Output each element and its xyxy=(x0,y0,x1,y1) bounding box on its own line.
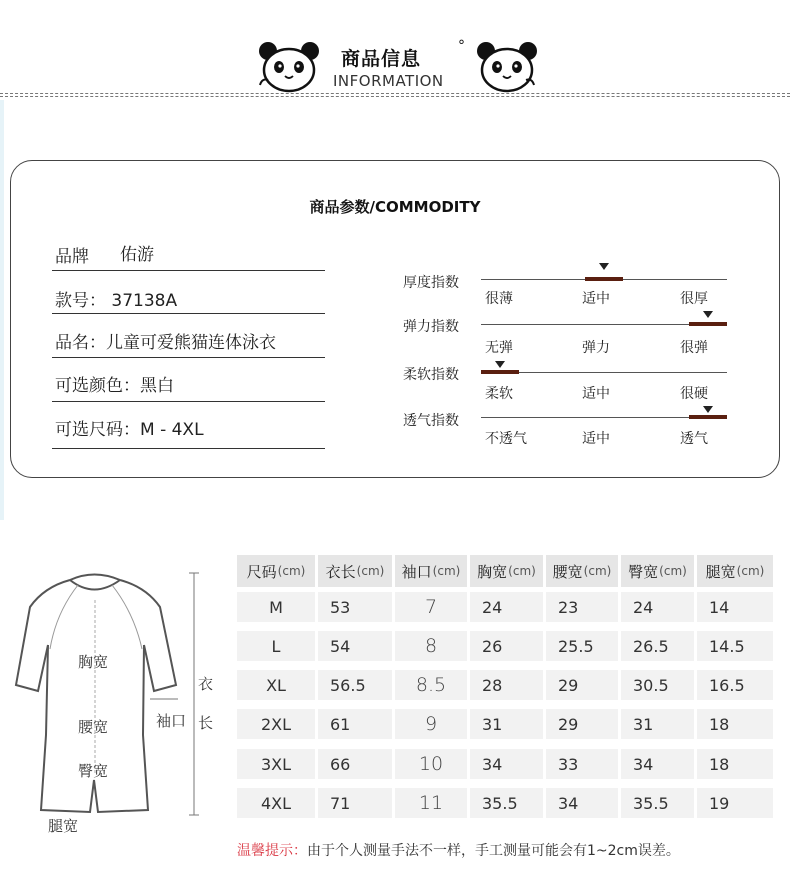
hip-label: 臀宽 xyxy=(78,762,109,780)
thickness-option: 适中 xyxy=(582,291,610,307)
table-cell: 31 xyxy=(470,709,543,739)
table-cell: 11 xyxy=(395,788,467,818)
brand-label: 品牌 xyxy=(55,247,89,267)
cuff-label: 袖口 xyxy=(156,712,187,730)
note-text: 由于个人测量手法不一样，手工测量可能会有1~2cm误差。 xyxy=(307,843,680,859)
table-cell: 26 xyxy=(470,631,543,661)
section-title: 商品信息 xyxy=(341,48,422,70)
table-cell: 4XL xyxy=(237,788,315,818)
column-header-length: 衣长 (cm) xyxy=(318,555,392,587)
breathability-pointer-icon xyxy=(703,406,713,413)
table-cell: 34 xyxy=(470,749,543,779)
measurement-note xyxy=(237,840,680,860)
table-cell: 18 xyxy=(697,749,773,779)
table-cell: 8.5 xyxy=(395,670,467,700)
brand-value: 佑游 xyxy=(120,245,154,265)
model-number: 款号： 37138A xyxy=(55,291,178,311)
elasticity-pointer-icon xyxy=(703,311,713,318)
table-cell: M xyxy=(237,592,315,622)
table-cell: 28 xyxy=(470,670,543,700)
table-cell: 14.5 xyxy=(697,631,773,661)
breathability-option: 不透气 xyxy=(485,431,527,447)
column-header-leg: 腿宽 (cm) xyxy=(697,555,773,587)
table-cell: 33 xyxy=(546,749,618,779)
table-cell: 35.5 xyxy=(470,788,543,818)
info-divider xyxy=(52,357,325,358)
thickness-option: 很薄 xyxy=(485,291,513,307)
header-divider xyxy=(0,93,790,94)
table-cell: 53 xyxy=(318,592,392,622)
table-cell: 3XL xyxy=(237,749,315,779)
commodity-title: 商品参数/COMMODITY xyxy=(309,198,481,216)
table-cell: 7 xyxy=(395,592,467,622)
leg-label: 腿宽 xyxy=(48,817,79,835)
table-cell: 66 xyxy=(318,749,392,779)
waist-label: 腰宽 xyxy=(78,718,109,736)
panda-icon-right xyxy=(472,40,548,96)
table-cell: 23 xyxy=(546,592,618,622)
breathability-option: 透气 xyxy=(680,431,708,447)
table-cell: 18 xyxy=(697,709,773,739)
column-header-size: 尺码 (cm) xyxy=(237,555,315,587)
elasticity-option: 无弹 xyxy=(485,340,513,356)
elasticity-label: 弹力指数 xyxy=(403,319,459,335)
note-prefix: 温馨提示： xyxy=(237,843,307,859)
table-cell: 34 xyxy=(621,749,694,779)
table-cell: L xyxy=(237,631,315,661)
available-colors: 可选颜色：黑白 xyxy=(55,376,174,396)
softness-label: 柔软指数 xyxy=(403,367,459,383)
breathability-level-bar xyxy=(689,415,727,419)
softness-option: 柔软 xyxy=(485,386,513,402)
table-cell: 16.5 xyxy=(697,670,773,700)
table-cell: 19 xyxy=(697,788,773,818)
info-divider xyxy=(52,401,325,402)
softness-level-bar xyxy=(481,370,519,374)
table-cell: 30.5 xyxy=(621,670,694,700)
table-cell: 26.5 xyxy=(621,631,694,661)
softness-option: 很硬 xyxy=(680,386,708,402)
swimsuit-outline-diagram xyxy=(8,565,223,850)
column-header-cuff: 袖口 (cm) xyxy=(395,555,467,587)
table-cell: 61 xyxy=(318,709,392,739)
table-cell: XL xyxy=(237,670,315,700)
softness-pointer-icon xyxy=(495,361,505,368)
thickness-label: 厚度指数 xyxy=(403,275,459,291)
section-subtitle: INFORMATION xyxy=(333,72,444,90)
softness-option: 适中 xyxy=(582,386,610,402)
table-cell: 35.5 xyxy=(621,788,694,818)
elasticity-level-bar xyxy=(689,322,727,326)
breathability-option: 适中 xyxy=(582,431,610,447)
chest-label: 胸宽 xyxy=(78,653,109,671)
table-cell: 10 xyxy=(395,749,467,779)
table-cell: 56.5 xyxy=(318,670,392,700)
table-cell: 14 xyxy=(697,592,773,622)
header-divider-2 xyxy=(0,96,790,97)
column-header-hip: 臀宽 (cm) xyxy=(621,555,694,587)
table-cell: 29 xyxy=(546,670,618,700)
title-degree-mark: ° xyxy=(458,38,465,54)
table-cell: 9 xyxy=(395,709,467,739)
table-cell: 25.5 xyxy=(546,631,618,661)
length-label-top: 衣 xyxy=(198,675,214,693)
thickness-level-bar xyxy=(585,277,623,281)
product-name: 品名：儿童可爱熊猫连体泳衣 xyxy=(55,333,276,353)
table-cell: 24 xyxy=(470,592,543,622)
elasticity-option: 弹力 xyxy=(582,340,610,356)
column-header-chest: 胸宽 (cm) xyxy=(470,555,543,587)
table-cell: 31 xyxy=(621,709,694,739)
info-divider xyxy=(52,448,325,449)
thickness-option: 很厚 xyxy=(680,291,708,307)
side-accent xyxy=(0,100,4,520)
table-cell: 2XL xyxy=(237,709,315,739)
length-label-bottom: 长 xyxy=(198,714,214,732)
info-divider xyxy=(52,270,325,271)
table-cell: 29 xyxy=(546,709,618,739)
table-cell: 8 xyxy=(395,631,467,661)
elasticity-option: 很弹 xyxy=(680,340,708,356)
breathability-label: 透气指数 xyxy=(403,413,459,429)
available-sizes: 可选尺码：M - 4XL xyxy=(55,420,204,440)
column-header-waist: 腰宽 (cm) xyxy=(546,555,618,587)
thickness-pointer-icon xyxy=(599,263,609,270)
table-cell: 24 xyxy=(621,592,694,622)
panda-icon-left xyxy=(254,40,330,96)
table-cell: 54 xyxy=(318,631,392,661)
table-cell: 71 xyxy=(318,788,392,818)
table-cell: 34 xyxy=(546,788,618,818)
info-divider xyxy=(52,313,325,314)
